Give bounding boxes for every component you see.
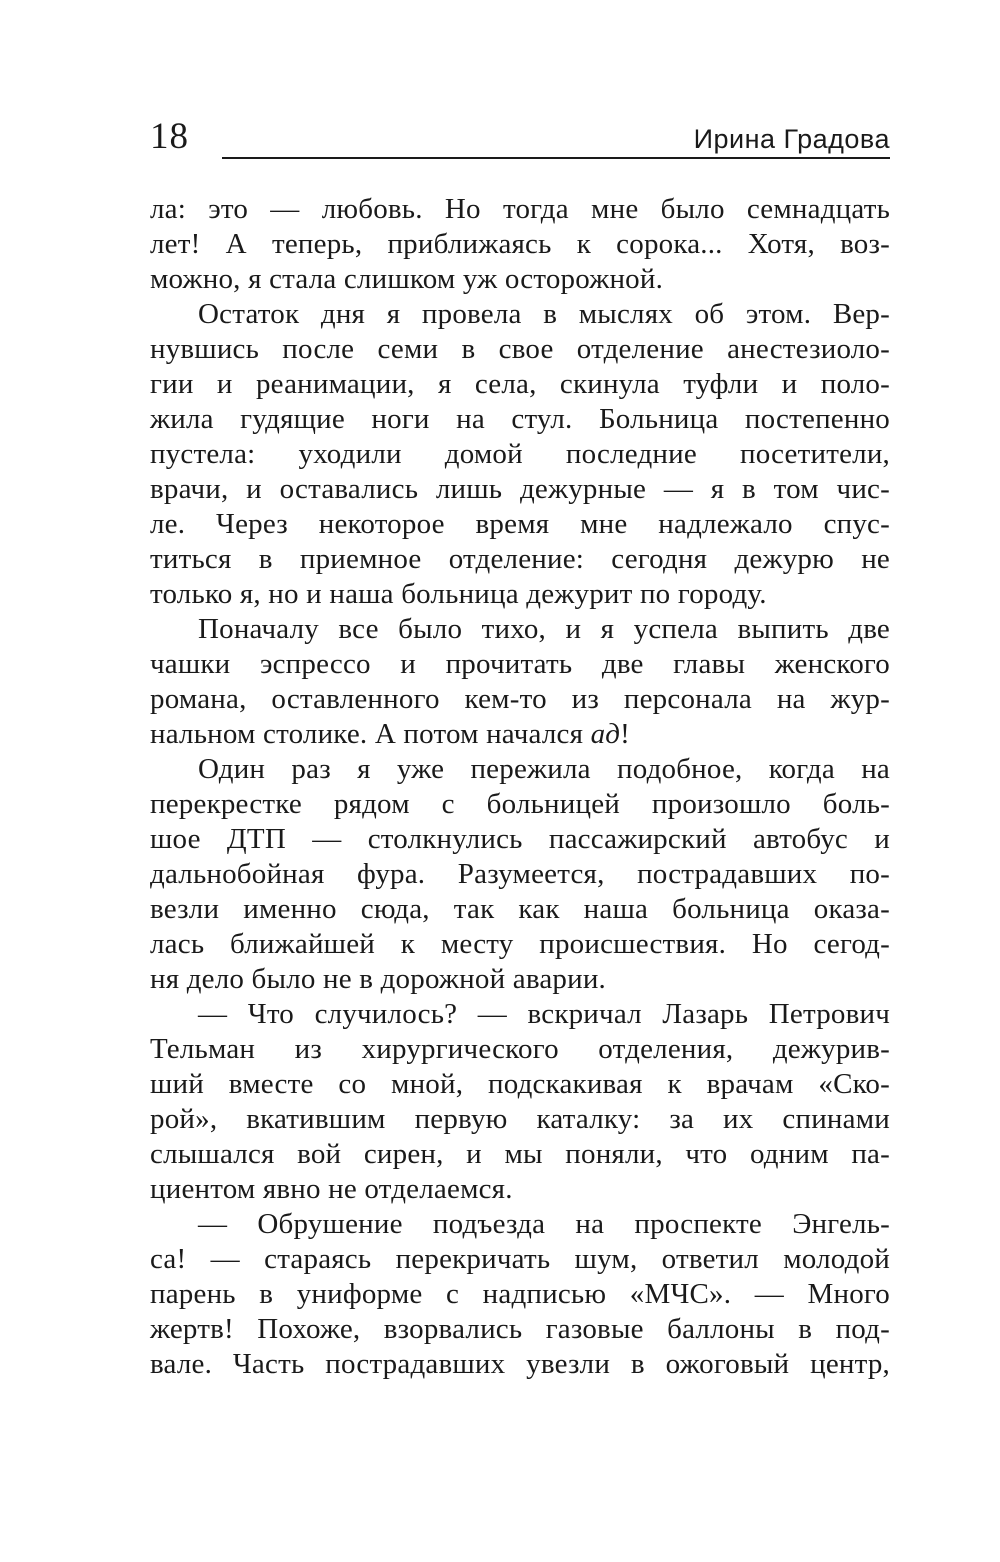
text-line (150, 997, 890, 1032)
text-line (150, 822, 890, 857)
text-line (150, 507, 890, 542)
text-line (150, 1242, 890, 1277)
text-segment: циентом явно не отделаемся. (150, 1173, 513, 1205)
paragraph (150, 1207, 890, 1382)
text-segment: нувшись после семи в свое отделение анестезиоло- (150, 333, 890, 365)
text-line (150, 297, 890, 332)
text-segment: нальном столике. А потом начался (150, 718, 591, 750)
text-segment: ла: это — любовь. Но тогда мне было семнадцать (150, 193, 890, 225)
text-segment: Поначалу все было тихо, и я успела выпить две (198, 613, 890, 645)
text-segment: лет! А теперь, приближаясь к сорока... Хотя, воз- (150, 228, 890, 260)
text-segment: Один раз я уже пережила подобное, когда на (198, 753, 890, 785)
text-line (150, 717, 890, 752)
text-segment: ший вместе со мной, подскакивая к врачам «Ско- (150, 1068, 890, 1100)
text-line (150, 1067, 890, 1102)
text-segment: парень в униформе с надписью «МЧС». — Много (150, 1278, 890, 1310)
text-segment: — Обрушение подъезда на проспекте Энгель- (198, 1208, 890, 1240)
text-line (150, 962, 890, 997)
text-line (150, 262, 890, 297)
text-line (150, 1172, 890, 1207)
paragraph (150, 297, 890, 612)
paragraph (150, 997, 890, 1207)
paragraph (150, 192, 890, 297)
text-line (150, 192, 890, 227)
text-segment: врачи, и оставались лишь дежурные — я в том чис- (150, 473, 890, 505)
text-line (150, 577, 890, 612)
text-line (150, 332, 890, 367)
text-segment: можно, я стала слишком уж осторожной. (150, 263, 664, 295)
text-segment: ня дело было не в дорожной аварии. (150, 963, 607, 995)
text-line (150, 787, 890, 822)
text-segment: дальнобойная фура. Разумеется, пострадавших по- (150, 858, 890, 890)
running-header (150, 0, 890, 192)
text-line (150, 857, 890, 892)
text-line (150, 1312, 890, 1347)
text-line (150, 437, 890, 472)
running-title: Ирина Градова (693, 124, 890, 154)
paragraph (150, 612, 890, 752)
text-segment: ! (620, 718, 631, 750)
text-segment: ле. Через некоторое время мне надлежало спус- (150, 508, 890, 540)
text-segment: — Что случилось? — вскричал Лазарь Петрович (198, 998, 890, 1030)
text-line (150, 1207, 890, 1242)
text-segment: титься в приемное отделение: сегодня дежурю не (150, 543, 890, 575)
text-segment: шое ДТП — столкнулись пассажирский автобус и (150, 823, 890, 855)
text-segment: вале. Часть пострадавших увезли в ожоговый центр, (150, 1348, 890, 1380)
text-segment: только я, но и наша больница дежурит по городу. (150, 578, 767, 610)
text-line (150, 752, 890, 787)
text-line (150, 682, 890, 717)
text-line (150, 472, 890, 507)
text-segment: жертв! Похоже, взорвались газовые баллоны в под- (150, 1313, 890, 1345)
text-segment: рой», вкатившим первую каталку: за их спинами (150, 1103, 890, 1135)
text-line (150, 892, 890, 927)
text-line (150, 227, 890, 262)
text-line (150, 402, 890, 437)
text-segment: гии и реанимации, я села, скинула туфли и поло- (150, 368, 890, 400)
text-line (150, 647, 890, 682)
text-line (150, 1102, 890, 1137)
header-rule (222, 157, 890, 159)
text-segment: пустела: уходили домой последние посетители, (150, 438, 890, 470)
text-line (150, 1032, 890, 1067)
text-line (150, 1277, 890, 1312)
text-line (150, 927, 890, 962)
text-line (150, 1347, 890, 1382)
text-segment: Тельман из хирургического отделения, дежурив- (150, 1033, 890, 1065)
text-segment: романа, оставленного кем-то из персонала на жур- (150, 683, 890, 715)
text-line (150, 542, 890, 577)
text-line (150, 612, 890, 647)
text-segment: слышался вой сирен, и мы поняли, что одним па- (150, 1138, 890, 1170)
page-content (150, 0, 890, 1382)
text-segment: са! — стараясь перекричать шум, ответил молодой (150, 1243, 890, 1275)
text-segment: перекрестке рядом с больницей произошло боль- (150, 788, 890, 820)
text-segment: чашки эспрессо и прочитать две главы женского (150, 648, 890, 680)
text-line (150, 367, 890, 402)
italic-text: ад (590, 718, 621, 750)
text-segment: везли именно сюда, так как наша больница оказа- (150, 893, 890, 925)
text-segment: лась ближайшей к месту происшествия. Но сегод- (150, 928, 890, 960)
page-number: 18 (150, 116, 189, 157)
text-block (150, 192, 890, 1382)
text-segment: жила гудящие ноги на стул. Больница постепенно (150, 403, 890, 435)
paragraph (150, 752, 890, 997)
text-line (150, 1137, 890, 1172)
text-segment: Остаток дня я провела в мыслях об этом. Вер- (198, 298, 890, 330)
